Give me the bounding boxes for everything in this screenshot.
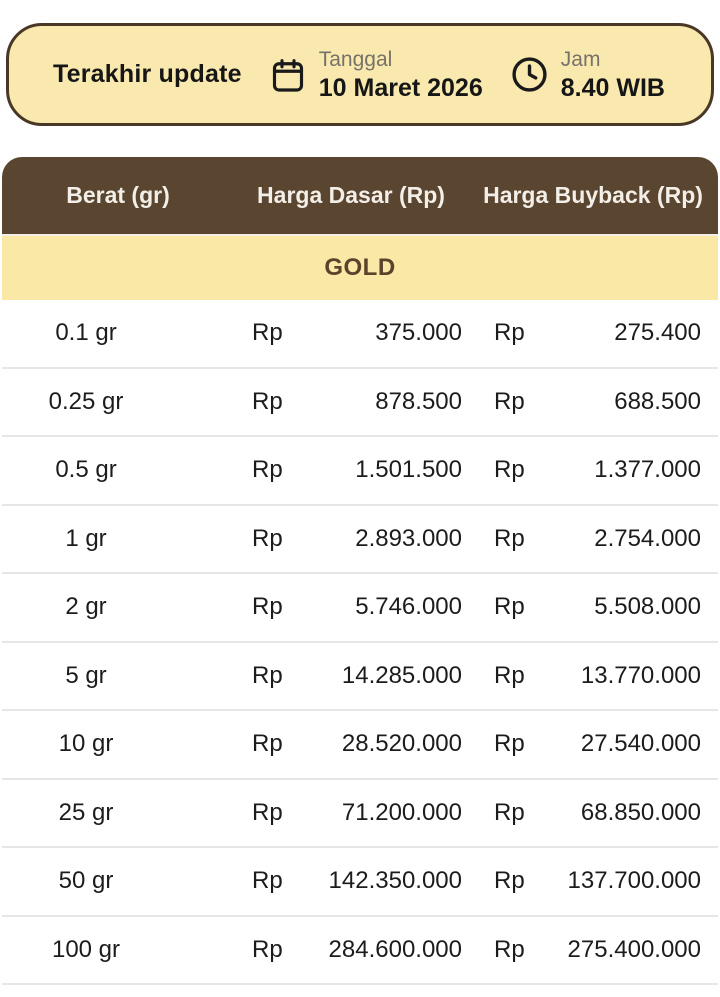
column-header-base-price: Harga Dasar (Rp) [257, 182, 445, 208]
currency-label: Rp [494, 456, 525, 484]
gold-price-table [2, 157, 718, 985]
table-row [2, 711, 718, 780]
calendar-icon [270, 55, 306, 95]
base-price-cell [234, 867, 468, 895]
base-price-cell [234, 525, 468, 553]
currency-label: Rp [252, 867, 283, 895]
base-price-cell [234, 730, 468, 758]
buyback-price-value: 68.850.000 [580, 798, 701, 826]
currency-label: Rp [252, 798, 283, 826]
weight-cell: 100 gr [51, 935, 121, 963]
base-price-cell [234, 936, 468, 964]
weight-cell: 1 gr [65, 524, 107, 552]
date-value: 10 Maret 2026 [318, 73, 483, 102]
buyback-price-value: 2.754.000 [594, 524, 701, 552]
table-row [2, 506, 718, 575]
weight-cell: 0.1 gr [55, 319, 117, 347]
base-price-value: 375.000 [375, 319, 462, 347]
last-update-banner [6, 23, 714, 126]
buyback-price-cell [468, 730, 718, 758]
table-row [2, 369, 718, 438]
currency-label: Rp [252, 387, 283, 415]
table-row [2, 643, 718, 712]
currency-label: Rp [494, 593, 525, 621]
base-price-cell [234, 593, 468, 621]
currency-label: Rp [494, 867, 525, 895]
weight-cell: 0.5 gr [55, 456, 117, 484]
buyback-price-cell [468, 456, 718, 484]
buyback-price-cell [468, 525, 718, 553]
weight-cell: 25 gr [58, 798, 114, 826]
clock-icon [511, 56, 548, 93]
time-label: Jam [560, 47, 601, 71]
table-header [2, 157, 718, 236]
buyback-price-cell [468, 319, 718, 347]
base-price-value: 142.350.000 [328, 867, 462, 895]
currency-label: Rp [252, 319, 283, 347]
table-row [2, 437, 718, 506]
base-price-value: 1.501.500 [355, 456, 462, 484]
weight-cell: 5 gr [65, 661, 107, 689]
base-price-cell [234, 319, 468, 347]
base-price-value: 284.600.000 [328, 935, 462, 963]
currency-label: Rp [494, 387, 525, 415]
buyback-price-cell [468, 799, 718, 827]
buyback-price-cell [468, 936, 718, 964]
base-price-value: 14.285.000 [341, 661, 462, 689]
base-price-value: 5.746.000 [355, 593, 462, 621]
buyback-price-cell [468, 388, 718, 416]
weight-cell: 2 gr [65, 593, 107, 621]
buyback-price-cell [468, 662, 718, 690]
buyback-price-cell [468, 593, 718, 621]
base-price-cell [234, 662, 468, 690]
table-row [2, 300, 718, 369]
time-group [511, 47, 665, 103]
currency-label: Rp [252, 730, 283, 758]
date-label: Tanggal [318, 47, 393, 71]
time-value: 8.40 WIB [560, 73, 665, 102]
table-rows [2, 300, 718, 985]
base-price-value: 2.893.000 [355, 524, 462, 552]
base-price-value: 71.200.000 [341, 798, 462, 826]
buyback-price-value: 688.500 [614, 387, 701, 415]
currency-label: Rp [252, 935, 283, 963]
weight-cell: 10 gr [58, 730, 114, 758]
buyback-price-value: 13.770.000 [580, 661, 701, 689]
date-group [270, 47, 483, 103]
table-row [2, 848, 718, 917]
column-header-weight: Berat (gr) [66, 182, 170, 208]
buyback-price-value: 275.400.000 [567, 935, 701, 963]
base-price-value: 878.500 [375, 387, 462, 415]
currency-label: Rp [252, 456, 283, 484]
buyback-price-cell [468, 867, 718, 895]
weight-cell: 0.25 gr [48, 387, 124, 415]
table-row [2, 917, 718, 986]
buyback-price-value: 5.508.000 [594, 593, 701, 621]
buyback-price-value: 27.540.000 [580, 730, 701, 758]
base-price-value: 28.520.000 [341, 730, 462, 758]
currency-label: Rp [494, 319, 525, 347]
column-header-buyback-price: Harga Buyback (Rp) [483, 182, 703, 208]
buyback-price-value: 137.700.000 [567, 867, 701, 895]
currency-label: Rp [252, 661, 283, 689]
base-price-cell [234, 799, 468, 827]
currency-label: Rp [494, 935, 525, 963]
weight-cell: 50 gr [58, 867, 114, 895]
currency-label: Rp [494, 661, 525, 689]
currency-label: Rp [252, 524, 283, 552]
currency-label: Rp [252, 593, 283, 621]
banner-title: Terakhir update [53, 60, 242, 88]
table-row [2, 780, 718, 849]
buyback-price-value: 275.400 [614, 319, 701, 347]
currency-label: Rp [494, 730, 525, 758]
currency-label: Rp [494, 798, 525, 826]
table-row [2, 574, 718, 643]
section-header-gold [2, 236, 718, 300]
base-price-cell [234, 456, 468, 484]
buyback-price-value: 1.377.000 [594, 456, 701, 484]
section-title: GOLD [324, 254, 396, 281]
currency-label: Rp [494, 524, 525, 552]
base-price-cell [234, 388, 468, 416]
